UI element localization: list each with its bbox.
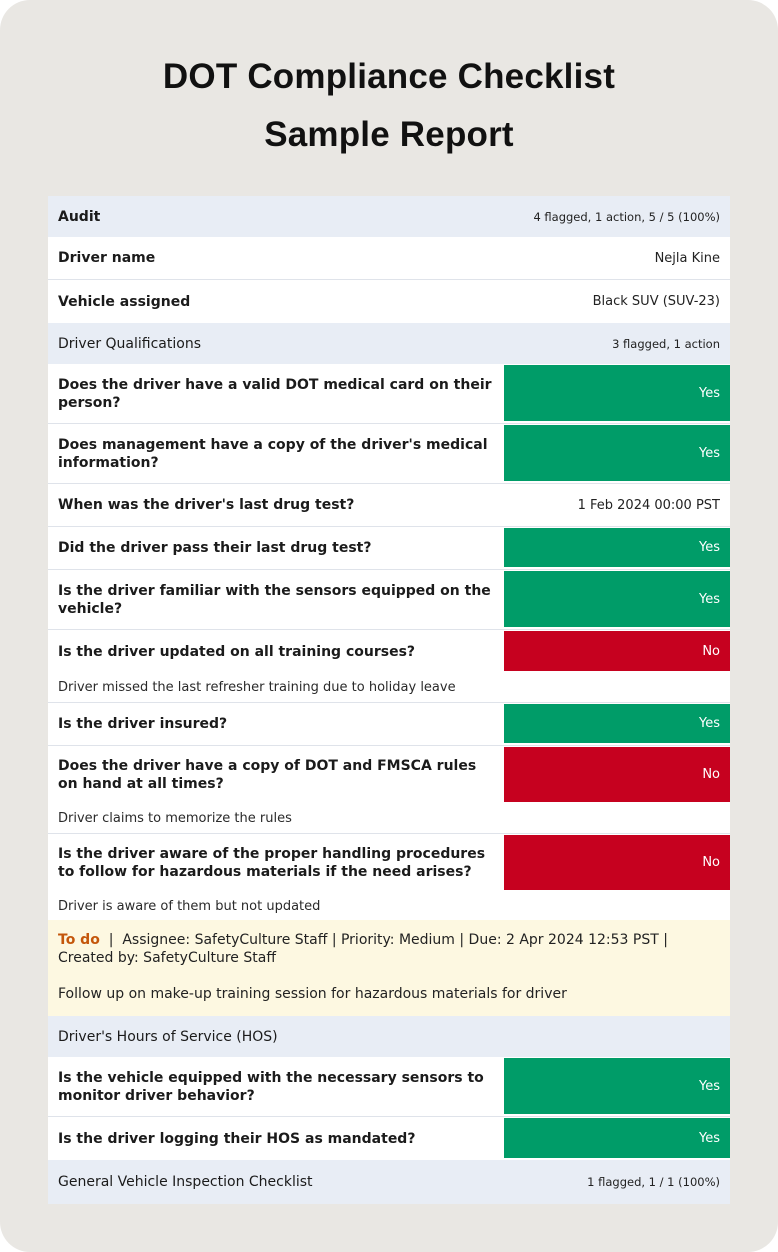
- response-yes-badge: Yes: [504, 1118, 730, 1158]
- response-note: Driver claims to memorize the rules: [58, 811, 292, 826]
- action-status-tag: To do: [58, 932, 100, 948]
- question-text: When was the driver's last drug test?: [58, 497, 355, 513]
- response-note: Driver missed the last refresher training due to holiday leave: [58, 680, 456, 695]
- question-text: Is the driver updated on all training courses?: [58, 643, 416, 660]
- question-row: [48, 570, 730, 630]
- question-text: Is the driver insured?: [58, 716, 228, 732]
- audit-summary: 4 flagged, 1 action, 5 / 5 (100%): [533, 209, 720, 224]
- question-row: [48, 703, 730, 746]
- response-no-badge: No: [504, 747, 730, 802]
- audit-label: Audit: [58, 208, 101, 225]
- question-text: Is the driver familiar with the sensors equipped on the vehicle?: [58, 582, 491, 617]
- driver-name-label: Driver name: [58, 250, 156, 266]
- response-no-badge: No: [504, 835, 730, 890]
- response-yes-badge: Yes: [504, 1058, 730, 1114]
- report-table: [48, 196, 730, 1204]
- response-date: 1 Feb 2024 00:00 PST: [577, 497, 720, 513]
- audit-row: [48, 196, 730, 237]
- question-row: [48, 527, 730, 570]
- question-text: Did the driver pass their last drug test?: [58, 540, 372, 556]
- question-text: Is the vehicle equipped with the necessary sensors to monitor driver behavior?: [58, 1069, 484, 1104]
- vehicle-assigned-label: Vehicle assigned: [58, 293, 191, 310]
- note-row: [48, 892, 730, 920]
- response-note: Driver is aware of them but not updated: [58, 898, 321, 914]
- response-no-badge: No: [504, 631, 730, 671]
- question-row: [48, 1057, 730, 1117]
- section-header-hos: [48, 1016, 730, 1057]
- report-subtitle: Sample Report: [264, 115, 514, 154]
- question-text: Does the driver have a valid DOT medical card on their person?: [58, 376, 492, 411]
- section-header-qualifications: [48, 323, 730, 364]
- driver-name-row: [48, 237, 730, 280]
- question-row: [48, 746, 730, 804]
- question-text: Is the driver logging their HOS as mandated?: [58, 1130, 416, 1147]
- question-row: [48, 834, 730, 892]
- vehicle-assigned-value: Black SUV (SUV-23): [592, 294, 720, 309]
- section-summary: 3 flagged, 1 action: [612, 336, 720, 351]
- action-content: [58, 931, 720, 1003]
- question-row: [48, 484, 730, 527]
- response-yes-badge: Yes: [504, 704, 730, 743]
- section-title: General Vehicle Inspection Checklist: [58, 1174, 313, 1190]
- note-row: [48, 673, 730, 703]
- note-row: [48, 804, 730, 834]
- section-header-inspection: [48, 1160, 730, 1204]
- action-item[interactable]: [48, 920, 730, 1016]
- report-title: DOT Compliance Checklist: [162, 57, 616, 96]
- question-text: Does management have a copy of the driver's medical information?: [58, 436, 488, 471]
- question-row: [48, 424, 730, 484]
- driver-name-value: Nejla Kine: [654, 250, 720, 266]
- question-text: Is the driver aware of the proper handling procedures to follow for hazardous materials if the need arises?: [58, 846, 486, 880]
- action-created-by: Created by: SafetyCulture Staff: [58, 950, 276, 966]
- action-meta-line: To do | Assignee: SafetyCulture Staff | Priority: Medium | Due: 2 Apr 2024 12:53 PST |: [58, 932, 668, 948]
- action-meta: Assignee: SafetyCulture Staff | Priority: Medium | Due: 2 Apr 2024 12:53 PST |: [122, 932, 668, 948]
- section-title: Driver Qualifications: [58, 335, 201, 352]
- response-yes-badge: Yes: [504, 571, 730, 627]
- response-yes-badge: Yes: [504, 528, 730, 567]
- question-row: [48, 630, 730, 673]
- question-row: [48, 1117, 730, 1160]
- response-yes-badge: Yes: [504, 425, 730, 481]
- question-row: [48, 364, 730, 424]
- response-yes-badge: Yes: [504, 365, 730, 421]
- question-text: Does the driver have a copy of DOT and FMSCA rules on hand at all times?: [58, 758, 477, 792]
- vehicle-assigned-row: [48, 280, 730, 323]
- action-description: Follow up on make-up training session for hazardous materials for driver: [58, 986, 567, 1002]
- section-summary: 1 flagged, 1 / 1 (100%): [587, 1175, 720, 1189]
- section-title: Driver's Hours of Service (HOS): [58, 1028, 278, 1045]
